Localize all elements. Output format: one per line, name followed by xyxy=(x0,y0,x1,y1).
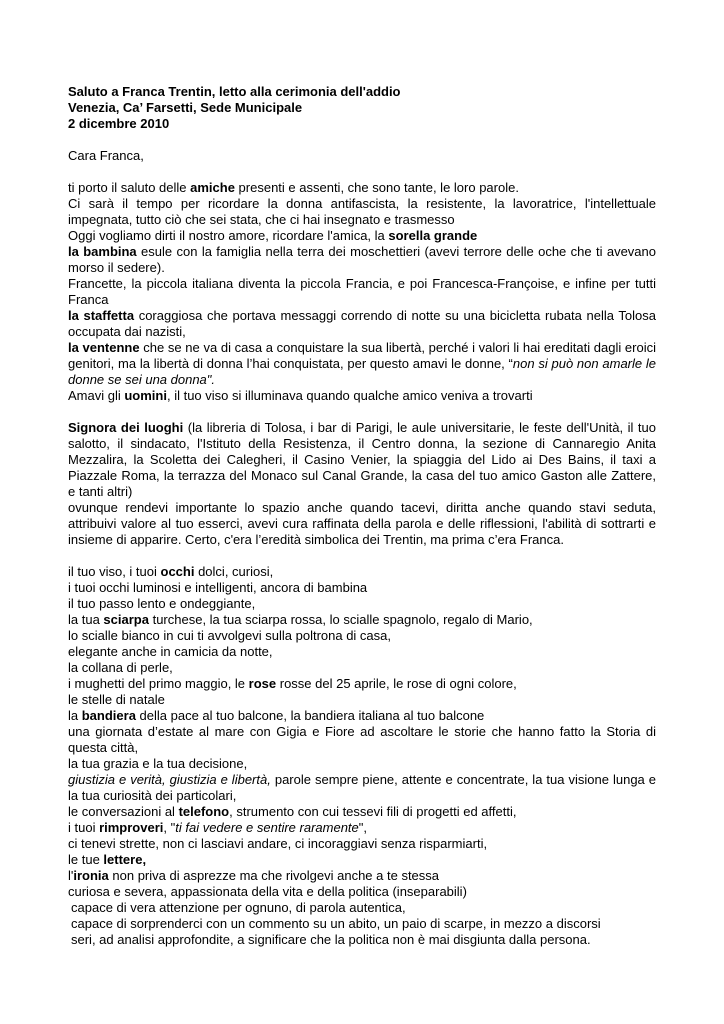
text-run: , il tuo viso si illuminava quando qualche amico veniva a trovarti xyxy=(166,388,533,403)
paragraph xyxy=(68,772,656,804)
text-run: esule con la famiglia nella terra dei moschettieri (avevi terrore delle oche che ti avevano morso il sedere). xyxy=(68,244,656,275)
text-run: presenti e assenti, che sono tante, le loro parole. xyxy=(234,180,519,195)
paragraph xyxy=(68,756,656,772)
paragraph xyxy=(68,580,656,596)
paragraph xyxy=(68,932,656,948)
paragraph xyxy=(68,308,656,340)
text-run: ci tenevi strette, non ci lasciavi andare, ci incoraggiavi senza risparmiarti, xyxy=(68,836,488,851)
text-run: le stelle di natale xyxy=(68,692,165,707)
paragraph xyxy=(68,196,656,228)
quoted-text: non si può non amarle le donne se sei una donna". xyxy=(68,356,656,387)
text-run: della pace al tuo balcone, la bandiera italiana al tuo balcone xyxy=(135,708,485,723)
text-run: , strumento con cui tessevi fili di progetti ed affetti, xyxy=(229,804,517,819)
paragraph xyxy=(68,276,656,308)
document-title: Saluto a Franca Trentin, letto alla cerimonia dell'addio xyxy=(68,84,401,99)
paragraph xyxy=(68,596,656,612)
text-run: la xyxy=(68,708,82,723)
text-run: Ci sarà il tempo per ricordare la donna antifascista, la resistente, la lavoratrice, l'intellettuale impegnata, tutto ciò che sei stata, che ci hai insegnato e trasmesso xyxy=(68,196,656,227)
spacer xyxy=(68,132,656,148)
text-run: elegante anche in camicia da notte, xyxy=(68,644,273,659)
quoted-text: ti fai vedere e sentire raramente xyxy=(175,820,359,835)
text-run: curiosa e severa, appassionata della vita e della politica (inseparabili) xyxy=(68,884,467,899)
text-run: l' xyxy=(68,868,74,883)
text-run: che se ne va di casa a conquistare la sua libertà, perché i valori li hai ereditati dagli eroici genitori, ma la libertà di donna l’hai conquistata, per questo amavi le donne, “ xyxy=(68,340,656,371)
text-run: capace di vera attenzione per ognuno, di parola autentica, xyxy=(71,900,406,915)
text-run: Francette, la piccola italiana diventa la piccola Francia, e poi Francesca-Françoise, e infine per tutti Franca xyxy=(68,276,656,307)
paragraph xyxy=(68,564,656,580)
emphasized-text: ironia xyxy=(73,868,109,883)
text-run: la tua xyxy=(68,612,104,627)
paragraph xyxy=(68,820,656,836)
paragraph xyxy=(68,852,656,868)
text-run: Amavi gli xyxy=(68,388,125,403)
paragraph xyxy=(68,420,656,500)
text-run: i tuoi xyxy=(68,820,100,835)
text-run: i tuoi occhi luminosi e intelligenti, ancora di bambina xyxy=(68,580,368,595)
paragraph xyxy=(68,388,656,404)
paragraph xyxy=(68,644,656,660)
text-run: ovunque rendevi importante lo spazio anche quando tacevi, diritta anche quando stavi seduta, attribuivi valore al tuo esserci, avevi cura raffinata della parola e delle riflessioni, l'abilità di sottrarti e insieme di apparire. Certo, c'era l’eredità simbolica dei Trentin, ma prima c’era Franca. xyxy=(68,500,656,547)
text-run: rosse del 25 aprile, le rose di ogni colore, xyxy=(276,676,517,691)
paragraph xyxy=(68,692,656,708)
text-run: una giornata d’estate al mare con Gigia e Fiore ad ascoltare le storie che hanno fatto la Storia di questa città, xyxy=(68,724,656,755)
emphasized-text: telefono xyxy=(178,804,230,819)
emphasized-text: lettere, xyxy=(103,852,147,867)
text-run: la tua grazia e la tua decisione, xyxy=(68,756,248,771)
emphasized-text: la ventenne xyxy=(68,340,140,355)
text-run: (la libreria di Tolosa, i bar di Parigi, le aule universitarie, le feste dell'Unità, il tuo salotto, il sindacato, l'Istituto della Resistenza, il Centro donna, la sezione di Cannaregio Anita Mezzalira, la Scoletta dei Calegheri, il Casino Venier, la spiaggia del Lido ai Des Bains, il taxi a Piazzale Roma, la terrazza del Monaco sul Canal Grande, la casa del tuo amico Gaston alle Zattere, e tanti altri) xyxy=(68,420,657,499)
text-run: seri, ad analisi approfondite, a significare che la politica non è mai disgiunta dalla persona. xyxy=(71,932,591,947)
emphasized-text: rose xyxy=(248,676,277,691)
paragraph xyxy=(68,628,656,644)
paragraph xyxy=(68,836,656,852)
paragraph xyxy=(68,884,656,900)
text-run: non priva di asprezze ma che rivolgevi anche a te stessa xyxy=(108,868,440,883)
paragraph xyxy=(68,500,656,548)
emphasized-text: sciarpa xyxy=(103,612,149,627)
paragraph xyxy=(68,612,656,628)
paragraph xyxy=(68,900,656,916)
text-run: le conversazioni al xyxy=(68,804,179,819)
document-body xyxy=(68,84,656,948)
emphasized-text: la staffetta xyxy=(68,308,135,323)
paragraph xyxy=(68,804,656,820)
text-run: coraggiosa che portava messaggi correndo di notte su una bicicletta rubata nella Tolosa occupata dai nazisti, xyxy=(68,308,656,339)
text-run: , " xyxy=(163,820,176,835)
text-run: ti porto il saluto delle xyxy=(68,180,191,195)
text-run: ", xyxy=(358,820,368,835)
emphasized-text: la bambina xyxy=(68,244,137,259)
text-run: la collana di perle, xyxy=(68,660,173,675)
section-places xyxy=(68,420,656,548)
section-memories xyxy=(68,180,656,404)
text-run: lo scialle bianco in cui ti avvolgevi sulla poltrona di casa, xyxy=(68,628,392,643)
text-run: il tuo passo lento e ondeggiante, xyxy=(68,596,256,611)
emphasized-text: occhi xyxy=(160,564,195,579)
paragraph xyxy=(68,660,656,676)
spacer xyxy=(68,404,656,420)
emphasized-text: uomini xyxy=(124,388,167,403)
paragraph xyxy=(68,708,656,724)
text-run: i mughetti del primo maggio, le xyxy=(68,676,249,691)
emphasized-text: rimproveri xyxy=(99,820,164,835)
quoted-text: giustizia e verità, giustizia e libertà, xyxy=(68,772,271,787)
paragraph xyxy=(68,340,656,388)
text-run: le tue xyxy=(68,852,104,867)
salutation: Cara Franca, xyxy=(68,148,144,163)
emphasized-text: amiche xyxy=(190,180,235,195)
text-run: capace di sorprenderci con un commento su un abito, un paio di scarpe, in mezzo a discorsi xyxy=(71,916,601,931)
text-run: turchese, la tua sciarpa rossa, lo scialle spagnolo, regalo di Mario, xyxy=(148,612,533,627)
document-place: Venezia, Ca’ Farsetti, Sede Municipale xyxy=(68,100,303,115)
emphasized-text: Signora dei luoghi xyxy=(68,420,184,435)
text-run: parole sempre piene, attente e concentrate, la tua visione lunga e la tua curiosità dei particolari, xyxy=(68,772,657,803)
paragraph xyxy=(68,724,656,756)
paragraph xyxy=(68,180,656,196)
document-date: 2 dicembre 2010 xyxy=(68,116,170,131)
paragraph xyxy=(68,868,656,884)
paragraph xyxy=(68,244,656,276)
spacer xyxy=(68,164,656,180)
emphasized-text: sorella grande xyxy=(388,228,478,243)
paragraph xyxy=(68,916,656,932)
section-portrait xyxy=(68,564,656,948)
paragraph xyxy=(68,676,656,692)
emphasized-text: bandiera xyxy=(81,708,136,723)
paragraph xyxy=(68,228,656,244)
spacer xyxy=(68,548,656,564)
text-run: il tuo viso, i tuoi xyxy=(68,564,161,579)
text-run: dolci, curiosi, xyxy=(194,564,274,579)
text-run: Oggi vogliamo dirti il nostro amore, ricordare l'amica, la xyxy=(68,228,389,243)
